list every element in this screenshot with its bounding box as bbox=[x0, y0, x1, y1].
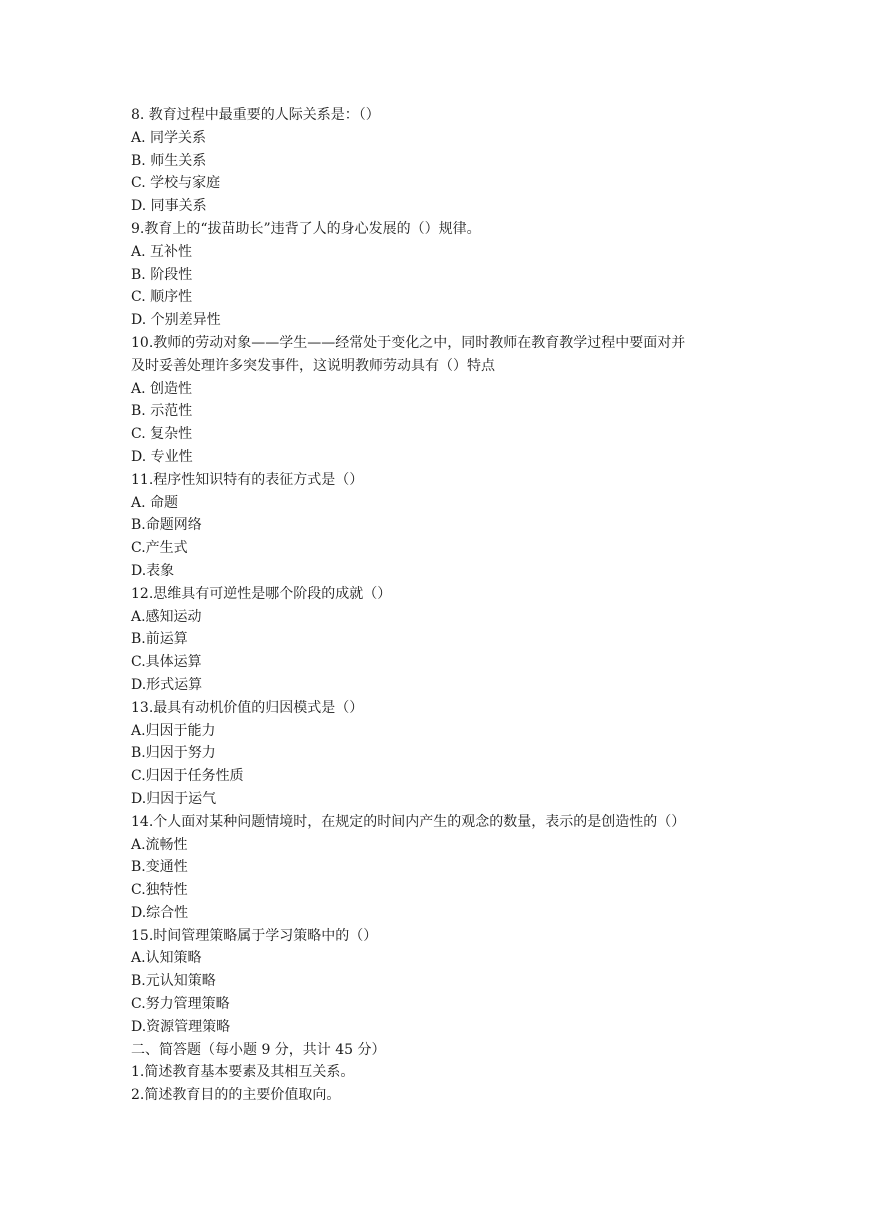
exam-text bbox=[131, 104, 771, 1107]
option-12a: A.感知运动 bbox=[131, 608, 202, 625]
option-14d: D.综合性 bbox=[131, 904, 189, 921]
option-13b: B.归因于努力 bbox=[131, 745, 216, 762]
section-heading-short-answer: 二、简答题（每小题 9 分，共计 45 分） bbox=[131, 1041, 386, 1058]
option-10d: D. 专业性 bbox=[131, 448, 193, 465]
option-13a: A.归因于能力 bbox=[131, 722, 216, 739]
option-9a: A. 互补性 bbox=[131, 243, 193, 260]
option-11a: A. 命题 bbox=[131, 494, 179, 511]
option-10a: A. 创造性 bbox=[131, 380, 193, 397]
option-10b: B. 示范性 bbox=[131, 403, 193, 420]
option-9d: D. 个别差异性 bbox=[131, 312, 221, 329]
option-15d: D.资源管理策略 bbox=[131, 1018, 231, 1035]
option-13c: C.归因于任务性质 bbox=[131, 768, 244, 785]
option-10c: C. 复杂性 bbox=[131, 426, 193, 443]
option-12c: C.具体运算 bbox=[131, 654, 202, 671]
option-11b: B.命题网络 bbox=[131, 517, 202, 534]
option-15a: A.认知策略 bbox=[131, 950, 202, 967]
question-11: 11.程序性知识特有的表征方式是（） bbox=[131, 471, 364, 488]
option-13d: D.归因于运气 bbox=[131, 790, 217, 807]
question-9: 9.教育上的“拔苗助长”违背了人的身心发展的（）规律。 bbox=[131, 220, 481, 237]
option-14a: A.流畅性 bbox=[131, 836, 188, 853]
short-answer-2: 2.简述教育目的的主要价值取向。 bbox=[131, 1087, 341, 1104]
question-14: 14.个人面对某种问题情境时，在规定的时间内产生的观念的数量，表示的是创造性的（） bbox=[131, 813, 686, 830]
option-12b: B.前运算 bbox=[131, 631, 188, 648]
option-8d: D. 同事关系 bbox=[131, 198, 207, 215]
option-11d: D.表象 bbox=[131, 562, 175, 579]
question-10-line-2: 及时妥善处理许多突发事件，这说明教师劳动具有（）特点 bbox=[131, 357, 495, 374]
option-8b: B. 师生关系 bbox=[131, 152, 207, 169]
option-14c: C.独特性 bbox=[131, 882, 188, 899]
option-9c: C. 顺序性 bbox=[131, 289, 193, 306]
option-14b: B.变通性 bbox=[131, 859, 188, 876]
question-15: 15.时间管理策略属于学习策略中的（） bbox=[131, 927, 378, 944]
option-15c: C.努力管理策略 bbox=[131, 996, 230, 1013]
option-8a: A. 同学关系 bbox=[131, 129, 207, 146]
question-8: 8. 教育过程中最重要的人际关系是：（） bbox=[131, 107, 380, 123]
short-answer-1: 1.简述教育基本要素及其相互关系。 bbox=[131, 1064, 355, 1081]
option-12d: D.形式运算 bbox=[131, 676, 203, 693]
option-8c: C. 学校与家庭 bbox=[131, 175, 221, 192]
question-12: 12.思维具有可逆性是哪个阶段的成就（） bbox=[131, 585, 392, 602]
option-15b: B.元认知策略 bbox=[131, 973, 216, 990]
option-11c: C.产生式 bbox=[131, 540, 188, 557]
option-9b: B. 阶段性 bbox=[131, 266, 193, 283]
question-10-line-1: 10.教师的劳动对象——学生——经常处于变化之中，同时教师在教育教学过程中要面对并 bbox=[131, 334, 686, 351]
question-13: 13.最具有动机价值的归因模式是（） bbox=[131, 699, 364, 716]
